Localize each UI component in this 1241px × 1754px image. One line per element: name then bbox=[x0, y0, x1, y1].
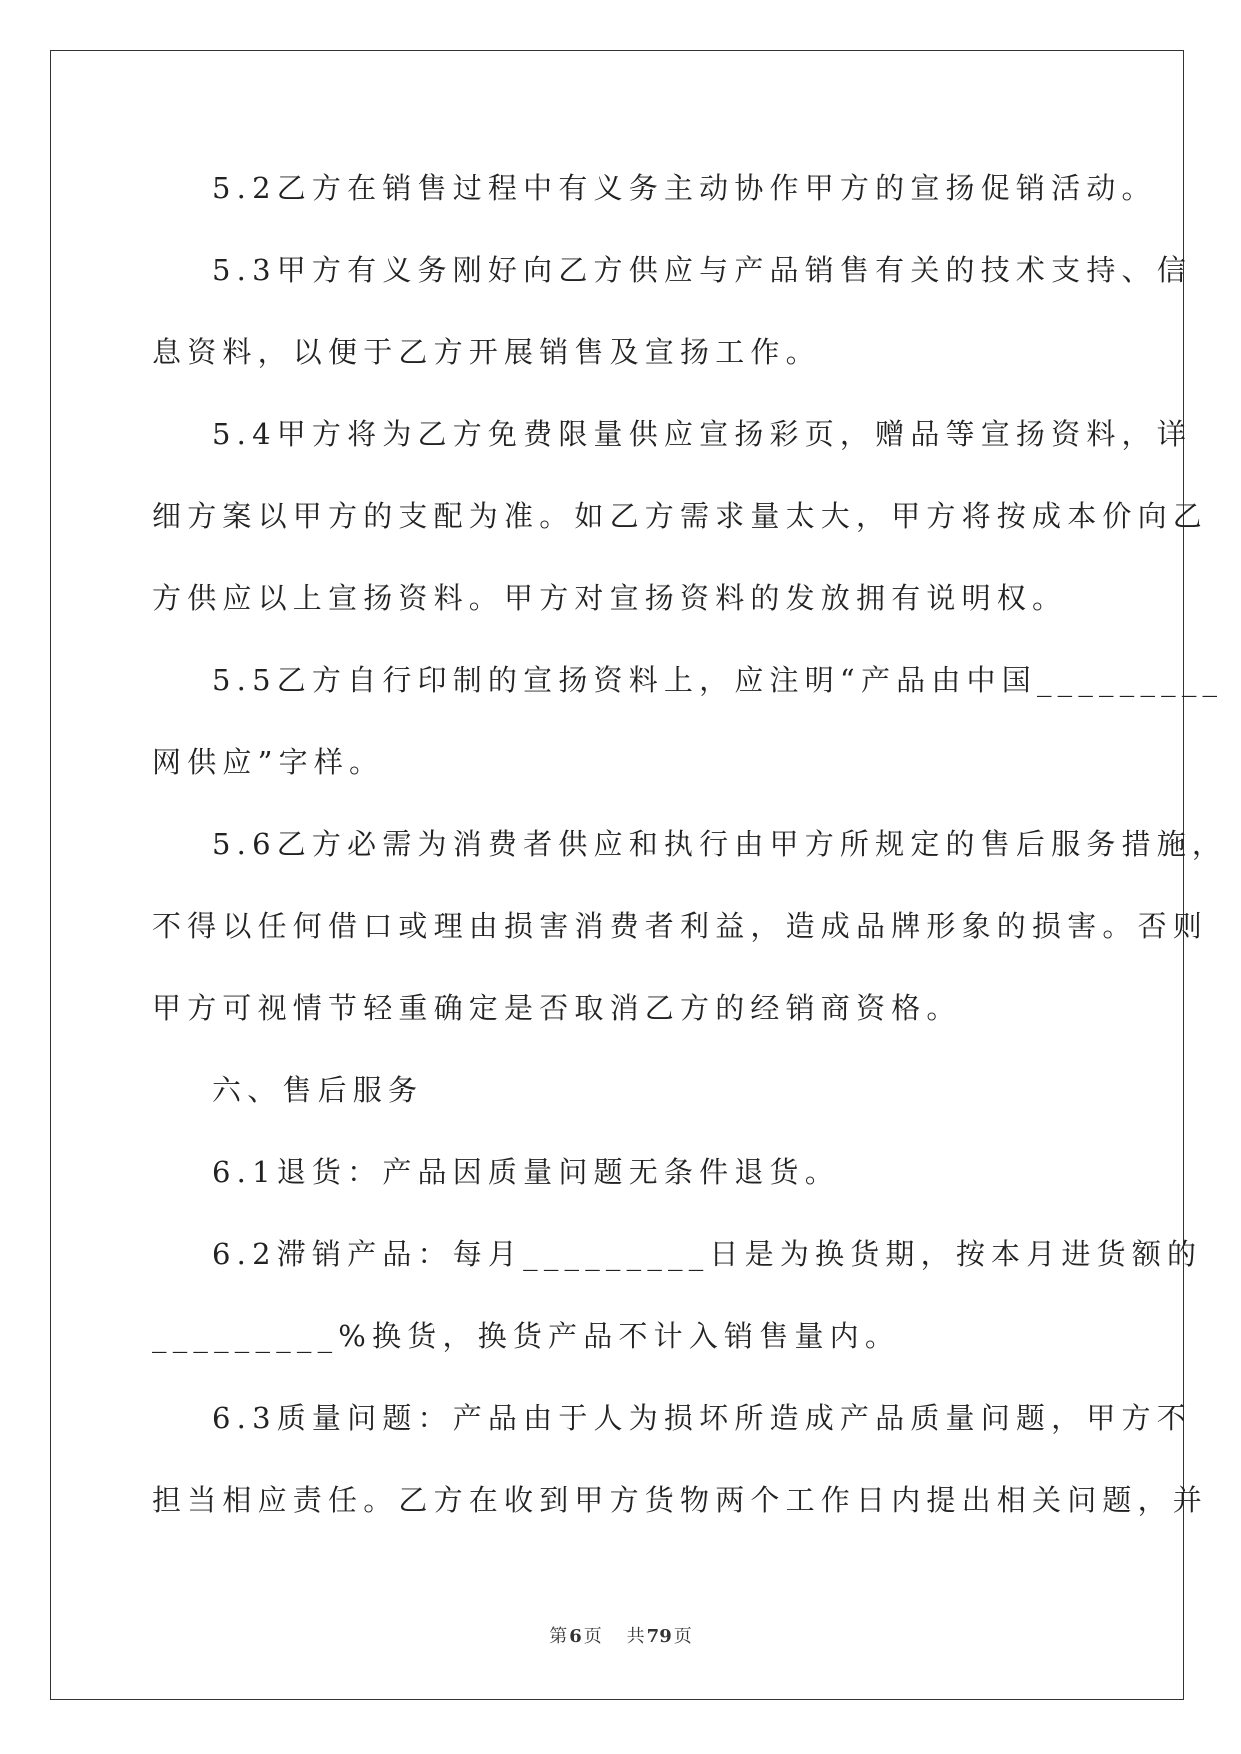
paragraph-line: 6.2滞销产品：每月_________日是为换货期，按本月进货额的 bbox=[212, 1237, 1203, 1271]
page-number: 6 bbox=[569, 1626, 582, 1647]
paragraph-line: 5.5乙方自行印制的宣扬资料上，应注明“产品由中国_________ bbox=[212, 663, 1224, 697]
total-pages: 79 bbox=[646, 1626, 672, 1647]
section-heading: 六、售后服务 bbox=[212, 1073, 424, 1107]
page-footer bbox=[0, 1622, 1241, 1648]
paragraph-line: 5.3甲方有义务刚好向乙方供应与产品销售有关的技术支持、信 bbox=[212, 253, 1192, 287]
footer-total-unit: 页 bbox=[673, 1626, 692, 1647]
paragraph-line: 5.6乙方必需为消费者供应和执行由甲方所规定的售后服务措施， bbox=[212, 827, 1228, 861]
paragraph-line: 5.4甲方将为乙方免费限量供应宣扬彩页，赠品等宣扬资料，详 bbox=[212, 417, 1192, 451]
paragraph-line: 担当相应责任。乙方在收到甲方货物两个工作日内提出相关问题，并 bbox=[152, 1483, 1209, 1517]
paragraph-line: _________%换货，换货产品不计入销售量内。 bbox=[152, 1319, 901, 1353]
page-border bbox=[50, 50, 1184, 1700]
paragraph-line: 不得以任何借口或理由损害消费者利益，造成品牌形象的损害。否则 bbox=[152, 909, 1209, 943]
footer-total-prefix: 共 bbox=[626, 1626, 645, 1647]
paragraph-line: 甲方可视情节轻重确定是否取消乙方的经销商资格。 bbox=[152, 991, 962, 1025]
footer-prefix: 第 bbox=[549, 1626, 568, 1647]
paragraph-line: 细方案以甲方的支配为准。如乙方需求量太大，甲方将按成本价向乙 bbox=[152, 499, 1209, 533]
footer-page-unit: 页 bbox=[583, 1626, 602, 1647]
paragraph-line: 方供应以上宣扬资料。甲方对宣扬资料的发放拥有说明权。 bbox=[152, 581, 1068, 615]
paragraph-line: 6.3质量问题：产品由于人为损坏所造成产品质量问题，甲方不 bbox=[212, 1401, 1192, 1435]
paragraph-line: 网供应”字样。 bbox=[152, 745, 385, 779]
paragraph-line: 5.2乙方在销售过程中有义务主动协作甲方的宣扬促销活动。 bbox=[212, 171, 1157, 205]
paragraph-line: 6.1退货：产品因质量问题无条件退货。 bbox=[212, 1155, 840, 1189]
paragraph-line: 息资料，以便于乙方开展销售及宣扬工作。 bbox=[152, 335, 821, 369]
